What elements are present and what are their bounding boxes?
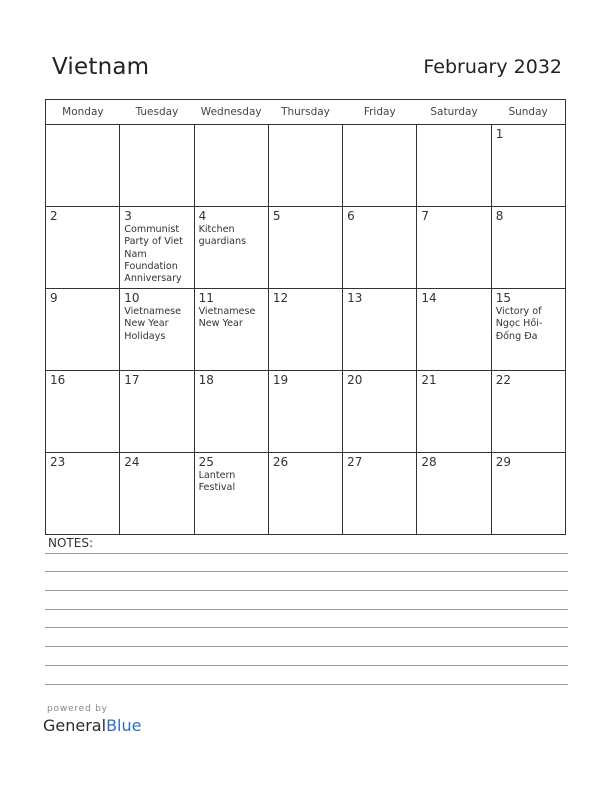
day-number: 14	[421, 291, 437, 305]
powered-by-text: powered by	[47, 704, 108, 714]
day-number: 1	[495, 127, 504, 141]
week-row	[46, 453, 566, 535]
day-number: 17	[124, 373, 140, 387]
weekday-friday: Friday	[343, 100, 417, 125]
day-cell	[417, 125, 491, 207]
week-row	[46, 289, 566, 371]
day-cell	[46, 453, 120, 535]
day-number: 9	[50, 291, 58, 305]
day-number: 29	[495, 455, 511, 469]
day-cell	[343, 125, 417, 207]
week-row	[46, 371, 566, 453]
day-cell	[343, 371, 417, 453]
day-number: 26	[272, 455, 289, 469]
notes-label: NOTES:	[48, 536, 93, 550]
day-cell	[343, 207, 417, 289]
month-title: February 2032	[423, 56, 562, 78]
day-cell	[268, 125, 342, 207]
weekday-header-row	[46, 100, 566, 125]
day-number: 25	[198, 455, 214, 469]
week-row	[46, 125, 566, 207]
day-cell	[194, 125, 268, 207]
day-cell	[417, 453, 491, 535]
calendar-grid	[45, 99, 566, 535]
day-cell	[491, 125, 565, 207]
note-line	[45, 553, 568, 554]
weekday-saturday: Saturday	[417, 100, 491, 125]
day-cell	[343, 289, 417, 371]
holiday-label: Vietnamese New Year	[198, 306, 256, 330]
day-number: 20	[347, 373, 363, 387]
day-cell	[491, 289, 565, 371]
day-cell	[268, 371, 342, 453]
note-line	[45, 665, 568, 666]
day-cell	[491, 453, 565, 535]
note-line	[45, 646, 568, 647]
day-number: 12	[272, 291, 289, 305]
weekday-wednesday: Wednesday	[194, 100, 268, 125]
brand-general: General	[43, 716, 107, 735]
brand-logo	[43, 716, 141, 735]
brand-blue: Blue	[106, 716, 142, 735]
day-number: 11	[198, 291, 214, 305]
day-cell	[491, 207, 565, 289]
day-cell	[46, 371, 120, 453]
day-cell	[343, 453, 417, 535]
country-title: Vietnam	[52, 54, 150, 80]
day-cell	[417, 371, 491, 453]
day-cell	[120, 207, 194, 289]
note-line	[45, 571, 568, 572]
holiday-label: Victory of Ngọc Hồi- Đống Đa	[495, 306, 543, 342]
day-cell	[120, 371, 194, 453]
day-cell	[417, 207, 491, 289]
day-number: 19	[272, 373, 289, 387]
holiday-label: Lantern Festival	[198, 470, 236, 494]
day-number: 6	[347, 209, 355, 223]
day-cell	[194, 371, 268, 453]
day-number: 10	[124, 291, 140, 305]
day-number: 15	[495, 291, 511, 305]
day-cell	[194, 289, 268, 371]
day-number: 27	[347, 455, 363, 469]
day-cell	[120, 289, 194, 371]
day-number: 4	[198, 209, 207, 223]
day-number: 13	[347, 291, 363, 305]
day-number: 18	[198, 373, 214, 387]
note-line	[45, 684, 568, 685]
holiday-label: Vietnamese New Year Holidays	[124, 306, 182, 342]
day-number: 28	[421, 455, 437, 469]
weekday-sunday: Sunday	[491, 100, 565, 125]
note-line	[45, 590, 568, 591]
day-cell	[268, 453, 342, 535]
weekday-monday: Monday	[46, 100, 120, 125]
day-number: 16	[50, 373, 66, 387]
day-number: 24	[124, 455, 140, 469]
weekday-tuesday: Tuesday	[120, 100, 194, 125]
note-line	[45, 627, 568, 628]
day-cell	[268, 207, 342, 289]
day-number: 23	[50, 455, 66, 469]
day-number: 8	[495, 209, 504, 223]
day-number: 3	[124, 209, 132, 223]
day-cell	[46, 289, 120, 371]
holiday-label: Kitchen guardians	[198, 224, 247, 248]
note-line	[45, 609, 568, 610]
day-cell	[194, 453, 268, 535]
day-number: 2	[50, 209, 58, 223]
day-cell	[194, 207, 268, 289]
day-cell	[120, 453, 194, 535]
day-cell	[46, 125, 120, 207]
day-cell	[491, 371, 565, 453]
weekday-thursday: Thursday	[268, 100, 342, 125]
holiday-label: Communist Party of Viet Nam Foundation Anniversary	[124, 224, 183, 285]
day-cell	[120, 125, 194, 207]
week-row	[46, 207, 566, 289]
day-number: 22	[495, 373, 511, 387]
day-number: 5	[272, 209, 281, 223]
day-cell	[417, 289, 491, 371]
day-number: 21	[421, 373, 437, 387]
day-cell	[46, 207, 120, 289]
day-cell	[268, 289, 342, 371]
day-number: 7	[421, 209, 430, 223]
